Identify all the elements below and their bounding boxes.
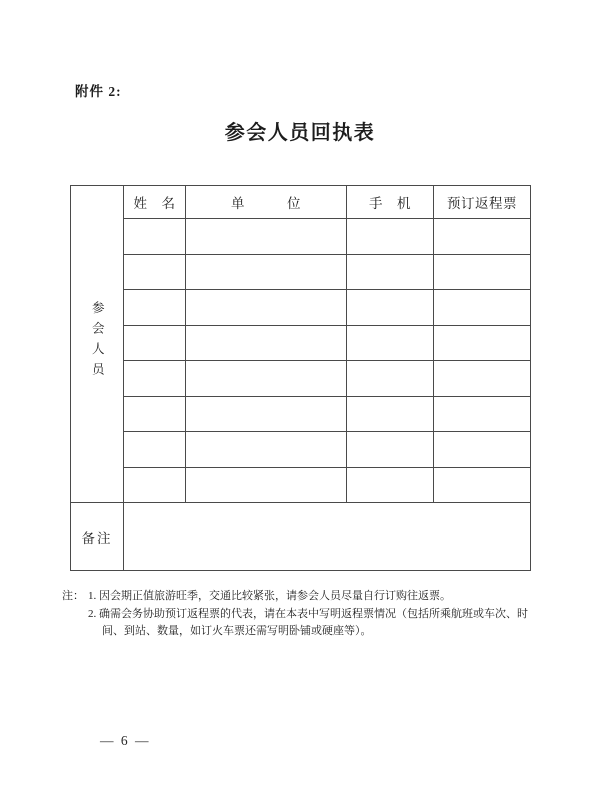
reply-form-table	[70, 185, 531, 571]
column-header-mobile: 手 机	[347, 186, 434, 219]
empty-cell	[124, 254, 186, 290]
empty-cell	[186, 396, 347, 432]
footnotes-list	[88, 588, 538, 641]
empty-cell	[347, 467, 434, 503]
table-row	[71, 325, 531, 361]
column-header-name: 姓 名	[124, 186, 186, 219]
footnote-item-2: 2. 确需会务协助预订返程票的代表，请在本表中写明返程票情况（包括所乘航班或车次、时间、到站、数量，如订火车票还需写明卧铺或硬座等）。	[88, 607, 528, 637]
empty-cell	[347, 325, 434, 361]
empty-cell	[124, 290, 186, 326]
empty-cell	[124, 467, 186, 503]
page-title: 参会人员回执表	[224, 122, 376, 144]
empty-cell	[124, 432, 186, 468]
empty-cell	[186, 254, 347, 290]
empty-cell	[124, 396, 186, 432]
group-label: 参会人员	[90, 301, 105, 383]
empty-cell	[347, 254, 434, 290]
empty-cell	[186, 467, 347, 503]
column-header-return-ticket: 预订返程票	[434, 186, 531, 219]
table-header-row	[71, 186, 531, 219]
empty-cell	[434, 467, 531, 503]
group-label-cell	[71, 186, 124, 503]
table-row	[71, 396, 531, 432]
attachment-label: 附件 2:	[75, 84, 122, 99]
empty-cell	[434, 361, 531, 397]
empty-cell	[434, 219, 531, 255]
table-row	[71, 467, 531, 503]
empty-cell	[186, 325, 347, 361]
empty-cell	[434, 325, 531, 361]
empty-cell	[434, 290, 531, 326]
column-header-organization: 单 位	[186, 186, 347, 219]
empty-cell	[347, 219, 434, 255]
table-row	[71, 290, 531, 326]
empty-cell	[124, 325, 186, 361]
footnote-item-1: 1. 因会期正值旅游旺季，交通比较紧张，请参会人员尽量自行订购往返票。	[88, 590, 451, 602]
page-number: — 6 —	[100, 733, 151, 748]
empty-cell	[186, 432, 347, 468]
empty-cell	[186, 219, 347, 255]
table-row	[71, 361, 531, 397]
table-row	[71, 432, 531, 468]
footnotes-prefix: 注：	[62, 590, 84, 602]
empty-cell	[434, 396, 531, 432]
table-row	[71, 254, 531, 290]
empty-cell	[186, 290, 347, 326]
empty-cell	[347, 396, 434, 432]
empty-cell	[124, 219, 186, 255]
footnotes	[62, 588, 538, 641]
empty-cell	[186, 361, 347, 397]
empty-cell	[347, 361, 434, 397]
table-row	[71, 219, 531, 255]
remarks-label: 备注	[71, 503, 124, 571]
empty-cell	[434, 432, 531, 468]
empty-cell	[124, 361, 186, 397]
empty-cell	[347, 290, 434, 326]
empty-cell	[434, 254, 531, 290]
remarks-row	[71, 503, 531, 571]
remarks-empty-cell	[124, 503, 531, 571]
empty-cell	[347, 432, 434, 468]
